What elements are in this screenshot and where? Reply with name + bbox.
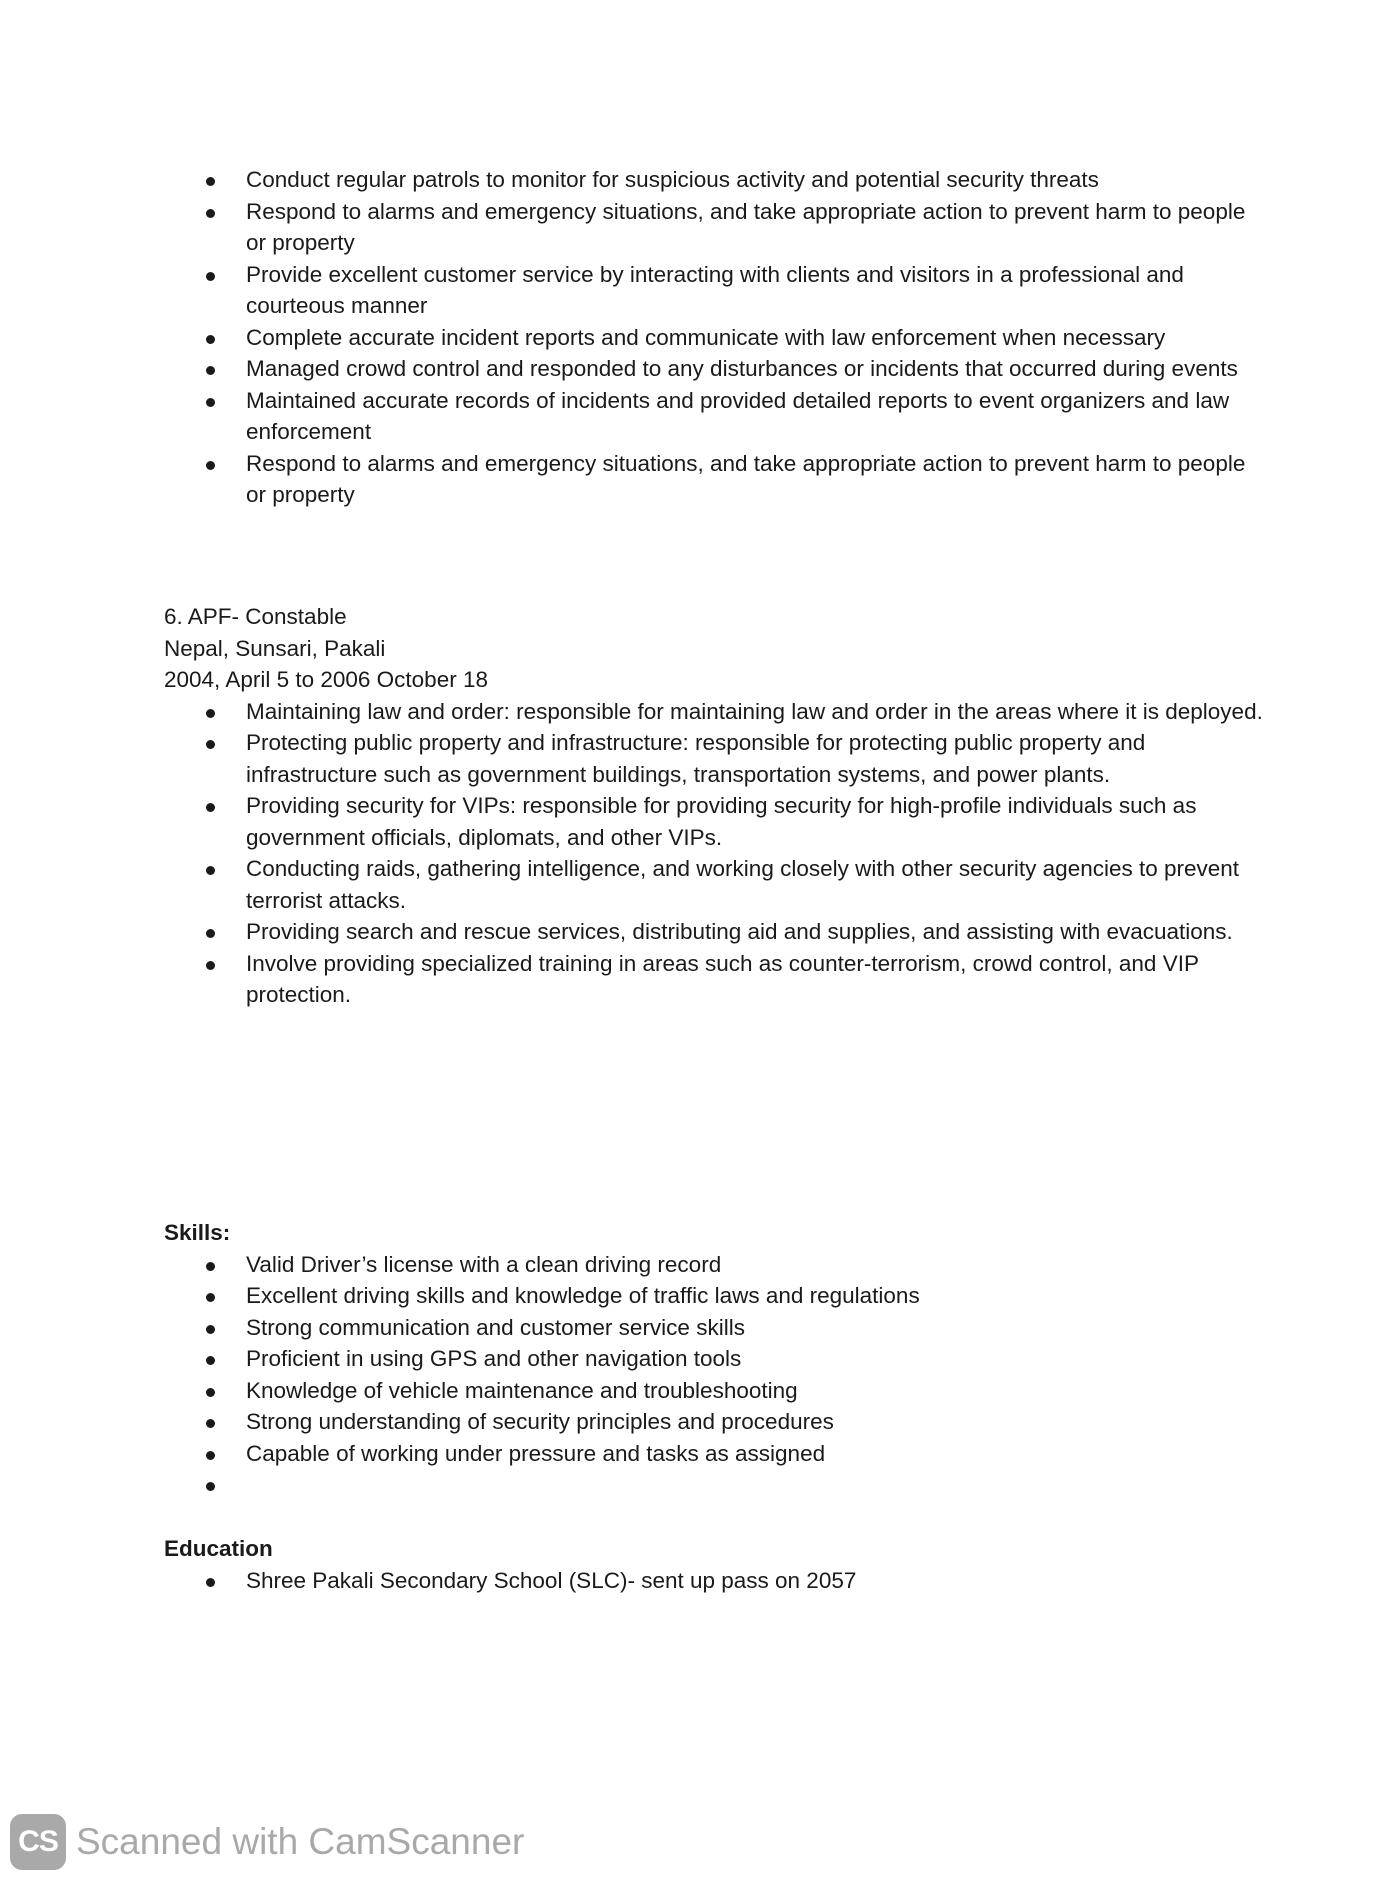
bullet-icon [206, 1578, 215, 1587]
list-item: Protecting public property and infrastructure: responsible for protecting public property and infrastructure such as government buildings, transportation systems, and power plants. [164, 727, 1264, 790]
bullet-icon [206, 961, 215, 970]
list-item: Conducting raids, gathering intelligence, and working closely with other security agencies to prevent terrorist attacks. [164, 853, 1264, 916]
list-item [164, 1469, 1264, 1501]
bullet-icon [206, 709, 215, 718]
bullet-icon [206, 209, 215, 218]
bullet-icon [206, 740, 215, 749]
bullet-icon [206, 366, 215, 375]
list-item: Providing search and rescue services, distributing aid and supplies, and assisting with evacuations. [164, 916, 1264, 948]
bullet-icon [206, 1388, 215, 1397]
list-item: Valid Driver’s license with a clean driving record [164, 1249, 1264, 1281]
list-item: Knowledge of vehicle maintenance and troubleshooting [164, 1375, 1264, 1407]
list-item: Proficient in using GPS and other navigation tools [164, 1343, 1264, 1375]
bullet-icon [206, 272, 215, 281]
bullet-icon [206, 1293, 215, 1302]
bullet-icon [206, 1356, 215, 1365]
bullet-icon [206, 461, 215, 470]
list-item: Involve providing specialized training in areas such as counter-terrorism, crowd control, and VIP protection. [164, 948, 1264, 1011]
bullet-icon [206, 1419, 215, 1428]
list-item: Maintained accurate records of incidents and provided detailed reports to event organizers and law enforcement [164, 385, 1264, 448]
list-item: Respond to alarms and emergency situations, and take appropriate action to prevent harm to people or property [164, 448, 1264, 511]
list-item: Strong communication and customer service skills [164, 1312, 1264, 1344]
skills-list [164, 1249, 1264, 1501]
list-item: Managed crowd control and responded to any disturbances or incidents that occurred during events [164, 353, 1264, 385]
bullet-icon [206, 335, 215, 344]
bullet-icon [206, 866, 215, 875]
job-title: 6. APF- Constable [164, 604, 347, 629]
watermark-text: Scanned with CamScanner [76, 1821, 525, 1862]
list-item: Shree Pakali Secondary School (SLC)- sent up pass on 2057 [164, 1565, 1264, 1597]
bullet-icon [206, 1482, 215, 1491]
list-item: Respond to alarms and emergency situations, and take appropriate action to prevent harm to people or property [164, 196, 1264, 259]
list-item: Strong understanding of security principles and procedures [164, 1406, 1264, 1438]
education-list [164, 1565, 1264, 1597]
list-item: Conduct regular patrols to monitor for suspicious activity and potential security threats [164, 164, 1264, 196]
duties-continued-list [164, 164, 1264, 511]
bullet-icon [206, 398, 215, 407]
job-6-duties-list [164, 696, 1264, 1011]
education-section [164, 1533, 1264, 1596]
bullet-icon [206, 803, 215, 812]
job-dates: 2004, April 5 to 2006 October 18 [164, 667, 488, 692]
job-6-section [164, 601, 1264, 1011]
bullet-icon [206, 929, 215, 938]
list-item: Providing security for VIPs: responsible for providing security for high-profile individuals such as government officials, diplomats, and other VIPs. [164, 790, 1264, 853]
skills-section [164, 1217, 1264, 1501]
bullet-icon [206, 177, 215, 186]
camscanner-logo-icon: CS [10, 1814, 66, 1870]
list-item: Provide excellent customer service by interacting with clients and visitors in a professional and courteous manner [164, 259, 1264, 322]
camscanner-watermark [10, 1814, 524, 1870]
duties-continued-section [164, 164, 1264, 511]
list-item: Complete accurate incident reports and communicate with law enforcement when necessary [164, 322, 1264, 354]
bullet-icon [206, 1451, 215, 1460]
skills-heading: Skills: [164, 1220, 231, 1245]
list-item: Capable of working under pressure and tasks as assigned [164, 1438, 1264, 1470]
bullet-icon [206, 1262, 215, 1271]
list-item: Maintaining law and order: responsible for maintaining law and order in the areas where it is deployed. [164, 696, 1264, 728]
bullet-icon [206, 1325, 215, 1334]
education-heading: Education [164, 1536, 273, 1561]
job-location: Nepal, Sunsari, Pakali [164, 635, 386, 661]
list-item: Excellent driving skills and knowledge of traffic laws and regulations [164, 1280, 1264, 1312]
